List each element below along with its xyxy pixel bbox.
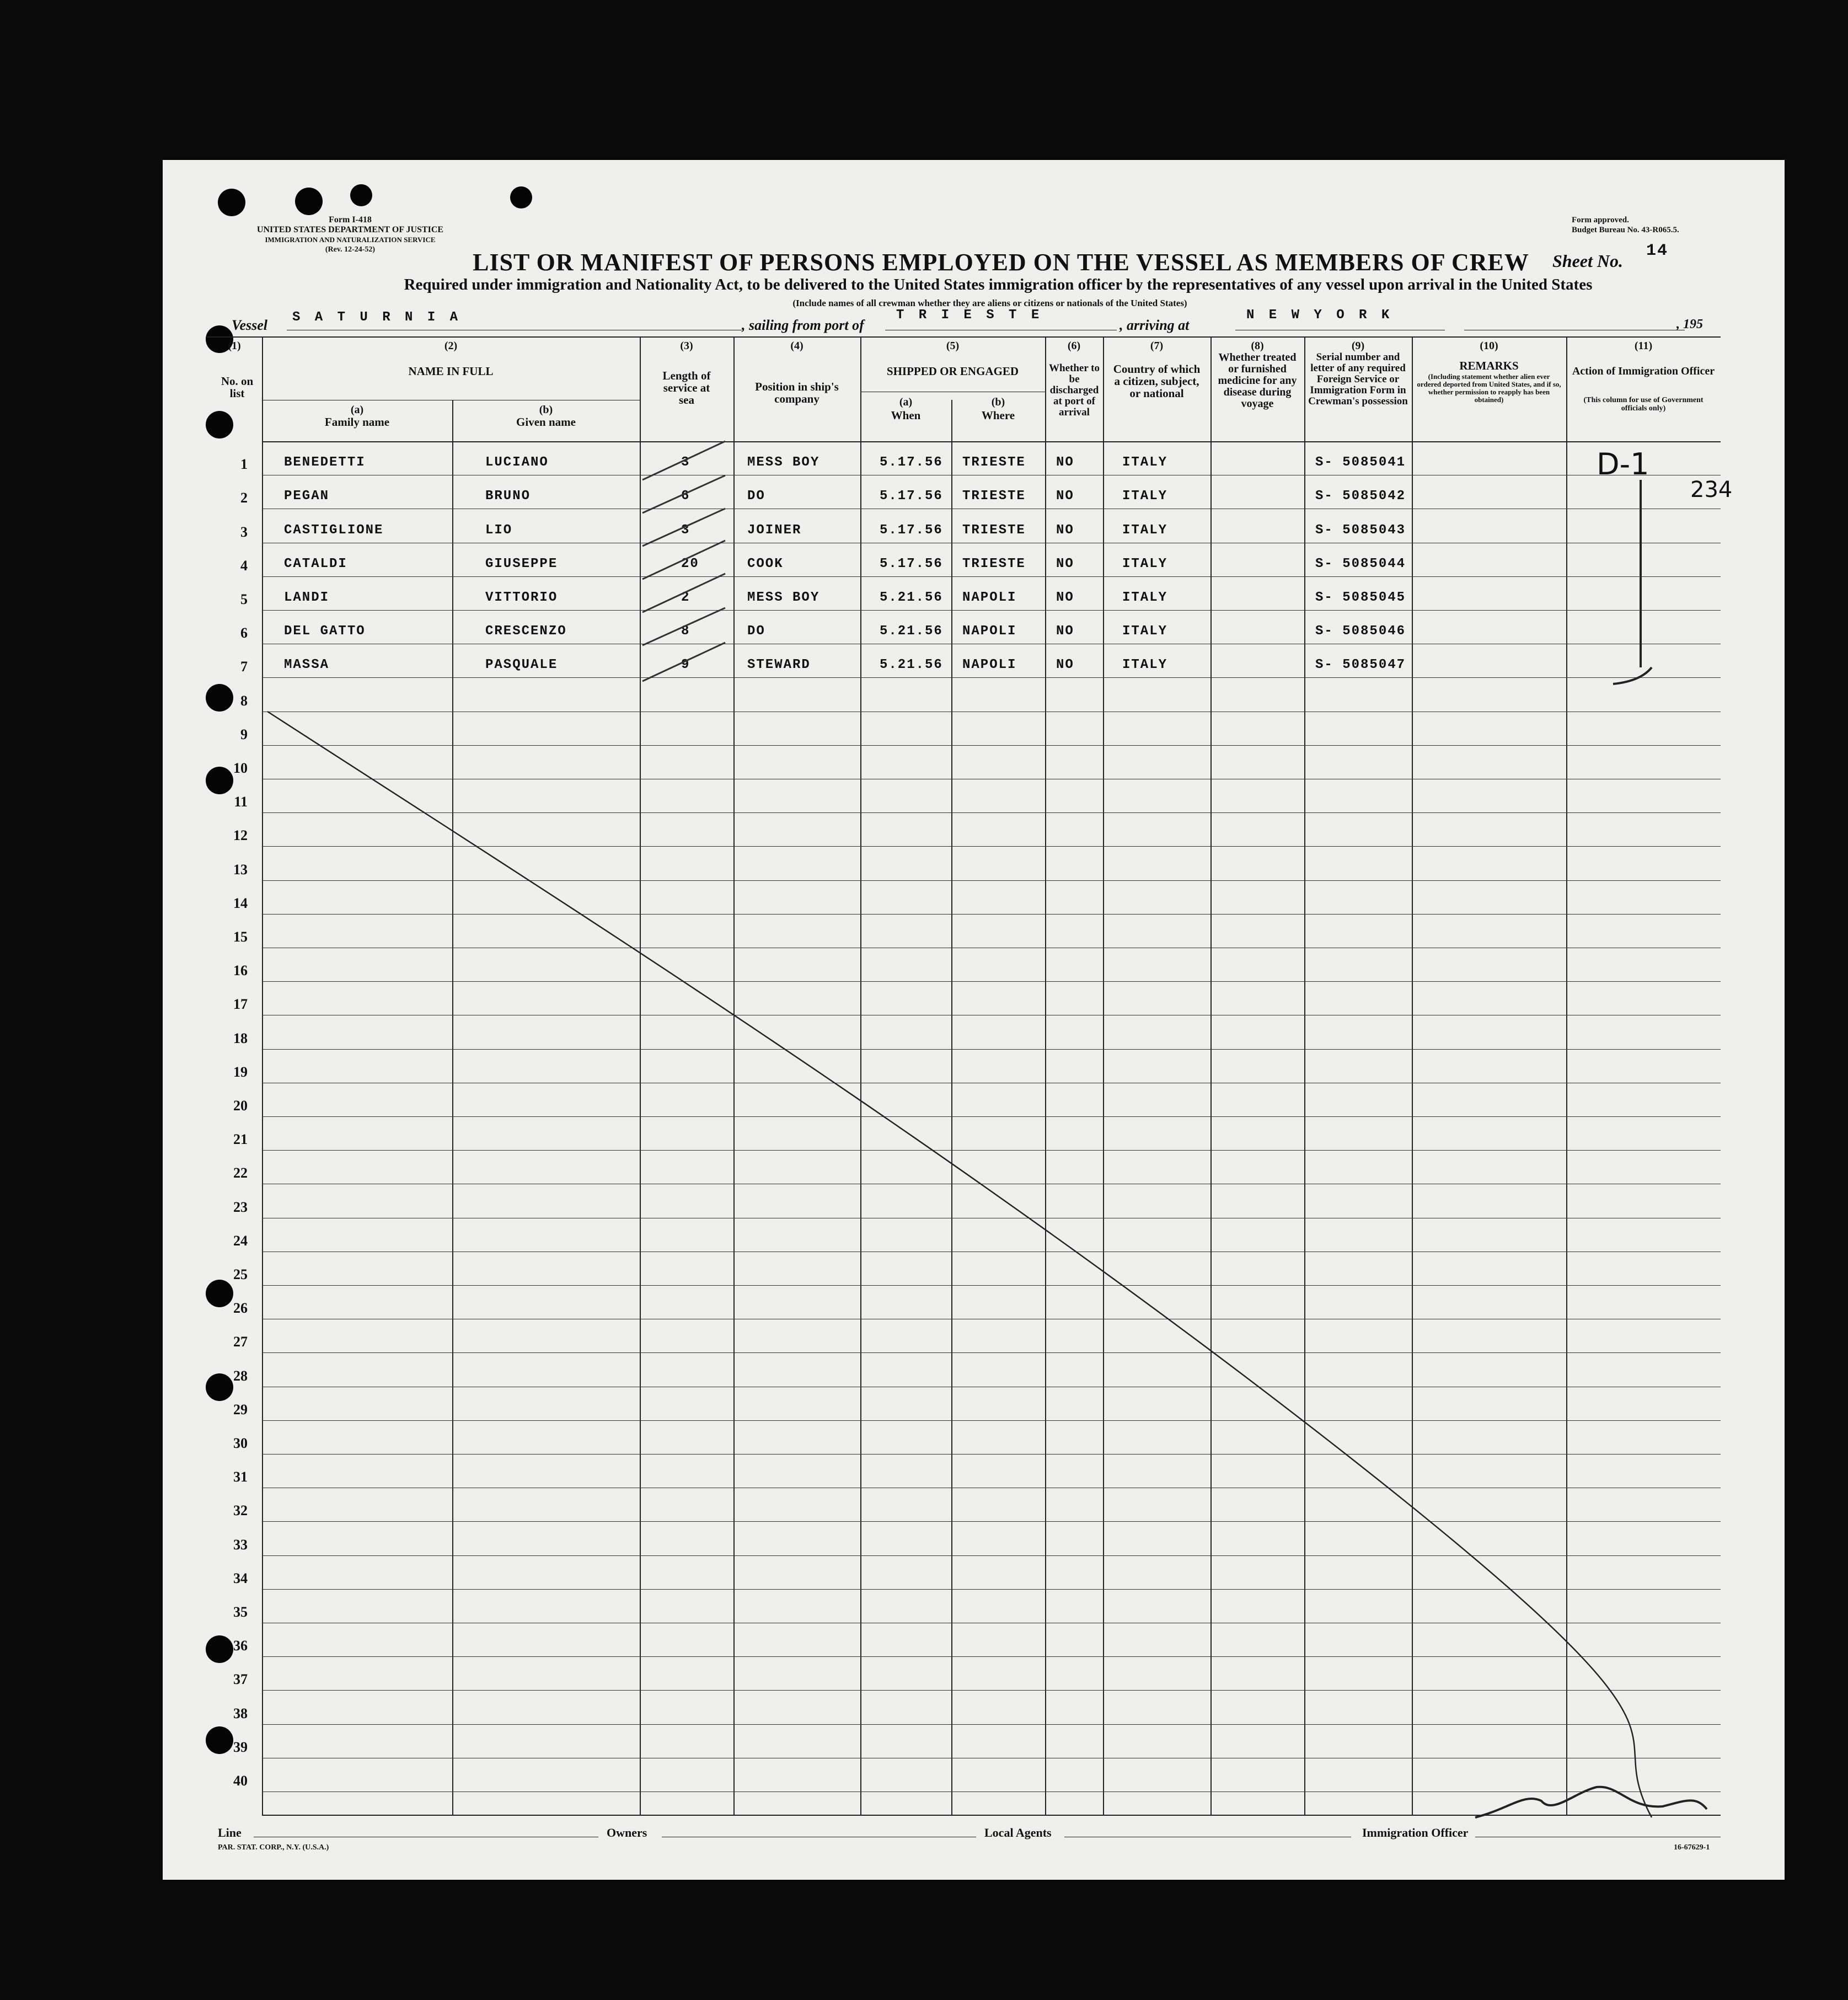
row-number: 35: [233, 1604, 248, 1620]
row-number: 3: [240, 523, 248, 540]
shipped-when-cell: 5.17.56: [880, 489, 943, 504]
row-number: 23: [233, 1199, 248, 1215]
footer-agents-label: Local Agents: [984, 1826, 1052, 1839]
officer-mark: D-1: [1597, 447, 1649, 482]
row-number: 6: [240, 625, 248, 641]
col5-header: SHIPPED OR ENGAGED: [886, 365, 1019, 378]
row-number: 25: [233, 1266, 248, 1282]
service-length-cell: 3: [681, 522, 690, 538]
row-number: 13: [233, 861, 248, 878]
agency-name: UNITED STATES DEPARTMENT OF JUSTICE: [256, 225, 444, 234]
family-name-cell: CATALDI: [284, 556, 347, 571]
row-number: 33: [233, 1536, 248, 1553]
serial-number-cell: S- 5085044: [1315, 556, 1406, 571]
col2b-header: Given name: [516, 415, 576, 429]
given-name-cell: BRUNO: [485, 489, 531, 504]
col5b-letter: (b): [991, 396, 1005, 408]
col7-number: (7): [1150, 340, 1164, 352]
shipped-when-cell: 5.17.56: [880, 522, 943, 538]
row-number: 28: [233, 1367, 248, 1384]
country-cell: ITALY: [1122, 489, 1168, 504]
col8-header: Whether treated or furnished medicine for any disease during voyage: [1218, 351, 1297, 410]
family-name-cell: DEL GATTO: [284, 624, 366, 639]
form-subtitle: Required under immigration and Nationality Act, to be delivered to the United States immigration officer by the representatives of any vessel upon arrival in the United States: [404, 276, 1593, 293]
col6-header: Whether to be discharged at port of arrival: [1049, 362, 1100, 418]
row-number: 8: [240, 692, 248, 709]
sheet-label: Sheet No.: [1552, 251, 1623, 271]
footer-line-label: Line: [218, 1826, 242, 1839]
row-number: 24: [233, 1232, 248, 1249]
row-number: 40: [233, 1773, 248, 1789]
col10-header: REMARKS: [1459, 359, 1519, 372]
sheet-number: 14: [1646, 242, 1669, 260]
sailing-port: T R I E S T E: [896, 308, 1043, 323]
row-number: 32: [233, 1502, 248, 1519]
arrival-port: N E W Y O R K: [1246, 308, 1393, 323]
row-number: 31: [233, 1469, 248, 1485]
row-number: 11: [234, 794, 248, 810]
officer-signature: [1475, 1787, 1707, 1817]
form-revision: (Rev. 12-24-52): [325, 245, 376, 254]
shipped-where-cell: TRIESTE: [962, 489, 1026, 504]
col11-number: (11): [1634, 340, 1653, 352]
row-number: 38: [233, 1705, 248, 1721]
row-number: 26: [233, 1300, 248, 1317]
cancel-diagonal-line: [267, 712, 1652, 1817]
country-cell: ITALY: [1122, 624, 1168, 639]
col3-number: (3): [680, 340, 693, 352]
discharged-cell: NO: [1056, 489, 1074, 504]
row-number: 4: [240, 557, 248, 574]
row-number: 1: [240, 456, 248, 473]
row-number: 9: [240, 726, 248, 742]
arriving-label: , arriving at: [1119, 317, 1190, 333]
col8-number: (8): [1251, 340, 1264, 352]
col3-header: Length of service at sea: [662, 369, 711, 407]
position-cell: MESS BOY: [747, 590, 820, 605]
printer-imprint: PAR. STAT. CORP., N.Y. (U.S.A.): [218, 1843, 329, 1852]
shipped-where-cell: TRIESTE: [962, 556, 1026, 571]
col9-header: Serial number and letter of any required Foreign Service or Immigration Form in Crewman's possession: [1308, 351, 1408, 407]
discharged-cell: NO: [1056, 455, 1074, 470]
col2b-letter: (b): [539, 404, 553, 416]
row-number: 2: [240, 490, 248, 506]
row-number: 19: [233, 1063, 248, 1080]
col2a-letter: (a): [350, 404, 364, 416]
position-cell: DO: [747, 489, 765, 504]
country-cell: ITALY: [1122, 455, 1168, 470]
row-number: 22: [233, 1165, 248, 1181]
col10-number: (10): [1480, 340, 1498, 352]
service-length-cell: 20: [681, 556, 699, 571]
col1-header: No. on list: [221, 375, 254, 400]
family-name-cell: MASSA: [284, 657, 330, 673]
row-number: 14: [233, 895, 248, 911]
country-cell: ITALY: [1122, 590, 1168, 605]
given-name-cell: CRESCENZO: [485, 624, 567, 639]
row-number: 36: [233, 1638, 248, 1654]
col5a-header: When: [891, 409, 921, 422]
shipped-when-cell: 5.21.56: [880, 624, 943, 639]
agency-service: IMMIGRATION AND NATURALIZATION SERVICE: [265, 236, 436, 244]
discharged-cell: NO: [1056, 590, 1074, 605]
shipped-where-cell: NAPOLI: [962, 657, 1017, 673]
margin-number: 234: [1690, 477, 1733, 502]
row-number: 16: [233, 962, 248, 979]
shipped-when-cell: 5.17.56: [880, 556, 943, 571]
col4-header: Position in ship's company: [755, 380, 839, 405]
form-code: 16-67629-1: [1674, 1843, 1710, 1852]
col5-number: (5): [946, 340, 960, 352]
family-name-cell: CASTIGLIONE: [284, 522, 384, 538]
row-number: 12: [233, 827, 248, 844]
footer-officer-label: Immigration Officer: [1362, 1826, 1469, 1839]
col2-number: (2): [444, 340, 458, 352]
shipped-when-cell: 5.21.56: [880, 590, 943, 605]
country-cell: ITALY: [1122, 522, 1168, 538]
sailing-label: , sailing from port of: [742, 317, 864, 333]
given-name-cell: VITTORIO: [485, 590, 558, 605]
shipped-when-cell: 5.21.56: [880, 657, 943, 673]
service-length-cell: 2: [681, 590, 690, 605]
shipped-where-cell: TRIESTE: [962, 522, 1026, 538]
position-cell: STEWARD: [747, 657, 811, 673]
row-number: 29: [233, 1401, 248, 1418]
check-marks: [642, 441, 725, 681]
footer-owners-label: Owners: [607, 1826, 647, 1839]
col2-header: NAME IN FULL: [408, 365, 494, 378]
family-name-cell: BENEDETTI: [284, 455, 366, 470]
country-cell: ITALY: [1122, 556, 1168, 571]
officer-bracket-mark: [1613, 480, 1652, 684]
row-number: 5: [240, 591, 248, 607]
given-name-cell: PASQUALE: [485, 657, 558, 673]
col2a-header: Family name: [324, 415, 390, 429]
handwriting-layer: [163, 160, 1785, 1880]
country-cell: ITALY: [1122, 657, 1168, 673]
row-number: 17: [233, 996, 248, 1013]
serial-number-cell: S- 5085047: [1315, 657, 1406, 673]
row-number: 37: [233, 1671, 248, 1688]
shipped-where-cell: NAPOLI: [962, 590, 1017, 605]
service-length-cell: 3: [681, 455, 690, 470]
col9-number: (9): [1351, 340, 1365, 352]
family-name-cell: LANDI: [284, 590, 330, 605]
row-number: 30: [233, 1435, 248, 1451]
serial-number-cell: S- 5085041: [1315, 455, 1406, 470]
discharged-cell: NO: [1056, 556, 1074, 571]
serial-number-cell: S- 5085045: [1315, 590, 1406, 605]
form-note: (Include names of all crewman whether they are aliens or citizens or nationals of the United States): [792, 298, 1187, 308]
col1-number: (1): [228, 340, 241, 352]
position-cell: COOK: [747, 556, 784, 571]
serial-number-cell: S- 5085046: [1315, 624, 1406, 639]
vessel-name: S A T U R N I A: [292, 310, 462, 325]
row-number: 21: [233, 1131, 248, 1148]
col10-note: (Including statement whether alien ever ordered deported from United States, and if so, whether permission to reapply has been obtained): [1417, 372, 1561, 404]
shipped-where-cell: TRIESTE: [962, 455, 1026, 470]
position-cell: DO: [747, 624, 765, 639]
page-title: LIST OR MANIFEST OF PERSONS EMPLOYED ON THE VESSEL AS MEMBERS OF CREW: [473, 249, 1529, 276]
discharged-cell: NO: [1056, 657, 1074, 673]
approval-line: Form approved.: [1572, 216, 1629, 224]
col6-number: (6): [1067, 340, 1081, 352]
col11-header: Action of Immigration Officer: [1572, 365, 1715, 377]
shipped-when-cell: 5.17.56: [880, 455, 943, 470]
given-name-cell: LUCIANO: [485, 455, 549, 470]
position-cell: MESS BOY: [747, 455, 820, 470]
given-name-cell: GIUSEPPE: [485, 556, 558, 571]
budget-bureau-line: Budget Bureau No. 43-R065.5.: [1572, 226, 1679, 234]
service-length-cell: 9: [681, 657, 690, 673]
service-length-cell: 6: [681, 489, 690, 504]
position-cell: JOINER: [747, 522, 802, 538]
row-number: 15: [233, 929, 248, 945]
discharged-cell: NO: [1056, 624, 1074, 639]
col7-header: Country of which a citizen, subject, or national: [1113, 362, 1201, 400]
col4-number: (4): [790, 340, 804, 352]
given-name-cell: LIO: [485, 522, 513, 538]
family-name-cell: PEGAN: [284, 489, 330, 504]
row-number: 18: [233, 1030, 248, 1046]
vessel-label: Vessel: [232, 317, 267, 333]
row-number: 39: [233, 1739, 248, 1755]
form-number: Form I-418: [329, 215, 372, 224]
row-number: 20: [233, 1098, 248, 1114]
row-number: 34: [233, 1570, 248, 1586]
serial-number-cell: S- 5085042: [1315, 489, 1406, 504]
col5b-header: Where: [981, 409, 1015, 422]
year-label: , 195: [1676, 317, 1703, 331]
col5a-letter: (a): [899, 396, 913, 408]
discharged-cell: NO: [1056, 522, 1074, 538]
row-number: 7: [240, 659, 248, 675]
serial-number-cell: S- 5085043: [1315, 522, 1406, 538]
col11-note: (This column for use of Government officials only): [1583, 396, 1704, 413]
manifest-sheet: [163, 160, 1785, 1880]
row-number: 10: [233, 760, 248, 776]
shipped-where-cell: NAPOLI: [962, 624, 1017, 639]
service-length-cell: 8: [681, 624, 690, 639]
row-number: 27: [233, 1334, 248, 1350]
